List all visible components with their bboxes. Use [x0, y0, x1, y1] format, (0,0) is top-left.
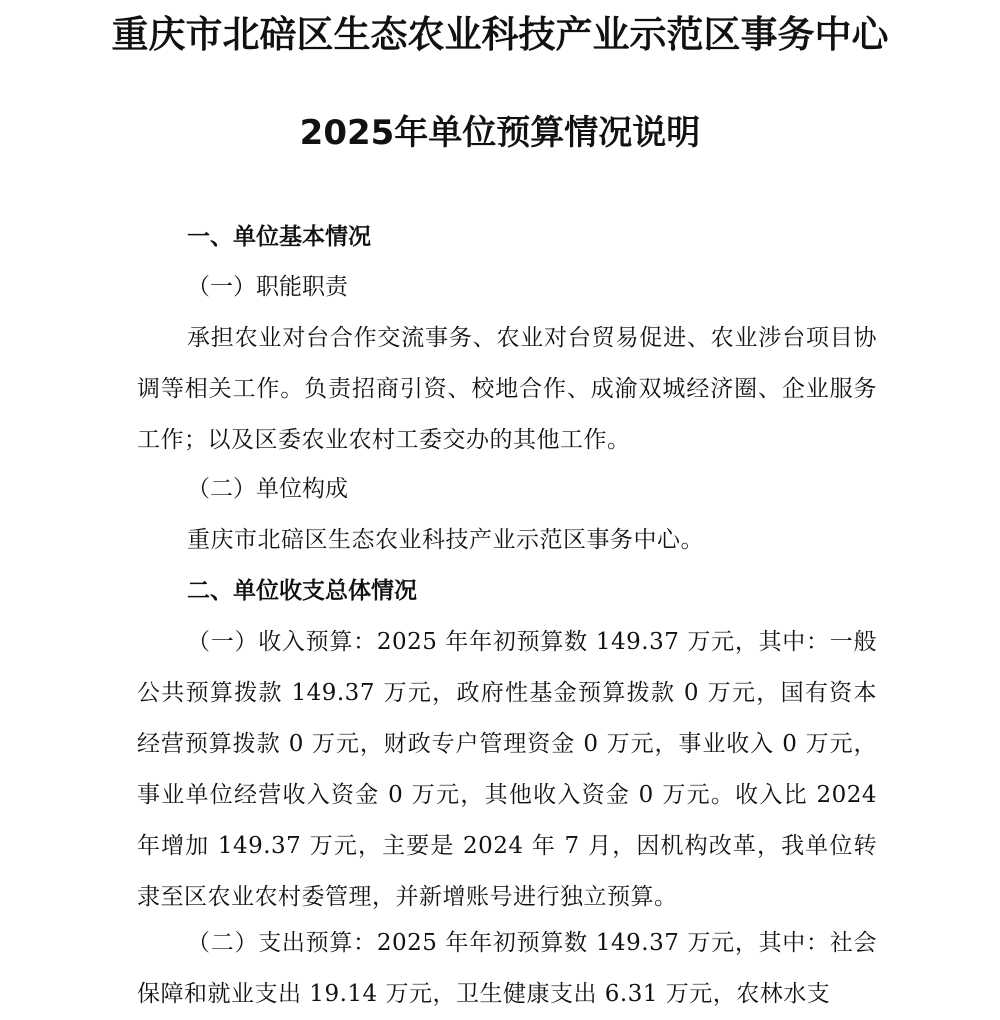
section1-sub2-paragraph: 重庆市北碚区生态农业科技产业示范区事务中心。: [187, 527, 704, 553]
document-title-line1: 重庆市北碚区生态农业科技产业示范区事务中心: [111, 13, 889, 56]
section1-heading: 一、单位基本情况: [187, 224, 371, 250]
section2-sub2-paragraph: （二）支出预算：2025 年年初预算数 149.37 万元，其中：社会保障和就业支出 19.14 万元，卫生健康支出 6.31 万元，农林水支: [137, 930, 877, 1007]
section1-sub1-heading: （一）职能职责: [187, 274, 348, 300]
section1-sub2-heading: （二）单位构成: [187, 476, 348, 502]
section1-sub1-paragraph: 承担农业对台合作交流事务、农业对台贸易促进、农业涉台项目协调等相关工作。负责招商引资、校地合作、成渝双城经济圈、企业服务工作；以及区委农业农村工委交办的其他工作。: [137, 325, 877, 453]
section2-heading: 二、单位收支总体情况: [187, 578, 417, 604]
document-title-line2: 2025年单位预算情况说明: [299, 113, 701, 153]
section2-sub1-paragraph: （一）收入预算：2025 年年初预算数 149.37 万元，其中：一般公共预算拨款 149.37 万元，政府性基金预算拨款 0 万元，国有资本经营预算拨款 0 万元，财政专户管理资金 0 万元，事业收入 0 万元，事业单位经营收入资金 0 万元，其他收入资金 0 万元。收入比 2024 年增加 149.37 万元，主要是 2024 年 7 月，因机构改革，我单位转隶至区农业农村委管理，并新增账号进行独立预算。: [137, 629, 877, 910]
